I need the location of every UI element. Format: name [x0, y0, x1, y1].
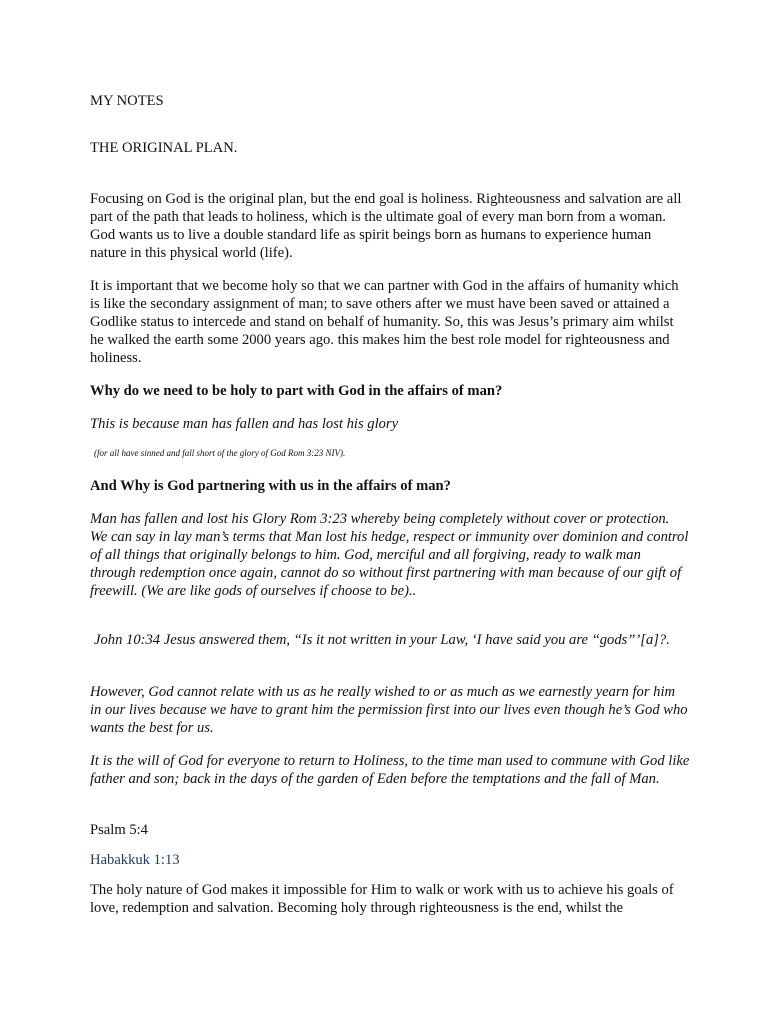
question-why-partnering: And Why is God partnering with us in the affairs of man?: [90, 478, 451, 494]
section-title: THE ORIGINAL PLAN.: [90, 140, 238, 156]
answer-man-fallen: This is because man has fallen and has lost his glory: [90, 416, 399, 432]
paragraph-holy-nature: The holy nature of God makes it impossible for Him to walk or work with us to achieve his goals of love, redemption and salvation. Becoming holy through righteousness is the end, whilst the: [90, 882, 674, 916]
question-why-holy: Why do we need to be holy to part with God in the affairs of man?: [90, 383, 503, 399]
paragraph-grant-permission: However, God cannot relate with us as he really wished to or as much as we earnestly yearn for him in our lives because we have to grant him the permission first into our lives even though he’s God who wants the best for us.: [90, 684, 688, 736]
paragraph-original-plan: Focusing on God is the original plan, but the end goal is holiness. Righteousness and salvation are all part of the path that leads to holiness, which is the ultimate goal of every man born from a woman. God wants us to live a double standard life as spirit beings born as humans to experience human nature in this physical world (life).: [90, 191, 682, 261]
paragraph-partner-with-god: It is important that we become holy so that we can partner with God in the affairs of humanity which is like the secondary assignment of man; to save others after we must have been saved or attained a Godlike status to intercede and stand on behalf of humanity. So, this was Jesus’s primary aim whilst he walked the earth some 2000 years ago. this makes him the best role model for righteousness and holiness.: [90, 278, 679, 366]
paragraph-return-to-holiness: It is the will of God for everyone to return to Holiness, to the time man used to commune with God like father and son; back in the days of the garden of Eden before the temptations and the fall of Man.: [90, 753, 690, 787]
answer-lost-glory: Man has fallen and lost his Glory Rom 3:23 whereby being completely without cover or protection. We can say in lay man’s terms that Man lost his hedge, respect or immunity over dominion and control of all things that originally belongs to him. God, merciful and all forgiving, ready to walk man through redemption once again, cannot do so without first partnering with man because of our gift of freewill. (We are like gods of ourselves if choose to be)..: [90, 511, 689, 599]
scripture-ref-habakkuk: Habakkuk 1:13: [90, 852, 180, 868]
scripture-ref-psalm: Psalm 5:4: [90, 822, 148, 838]
scripture-john-10-34: John 10:34 Jesus answered them, “Is it not written in your Law, ‘I have said you are “gods”’[a]?.: [94, 632, 670, 648]
document-header: MY NOTES: [90, 93, 164, 109]
scripture-note-rom-3-23: (for all have sinned and fall short of the glory of God Rom 3:23 NIV).: [94, 448, 346, 458]
